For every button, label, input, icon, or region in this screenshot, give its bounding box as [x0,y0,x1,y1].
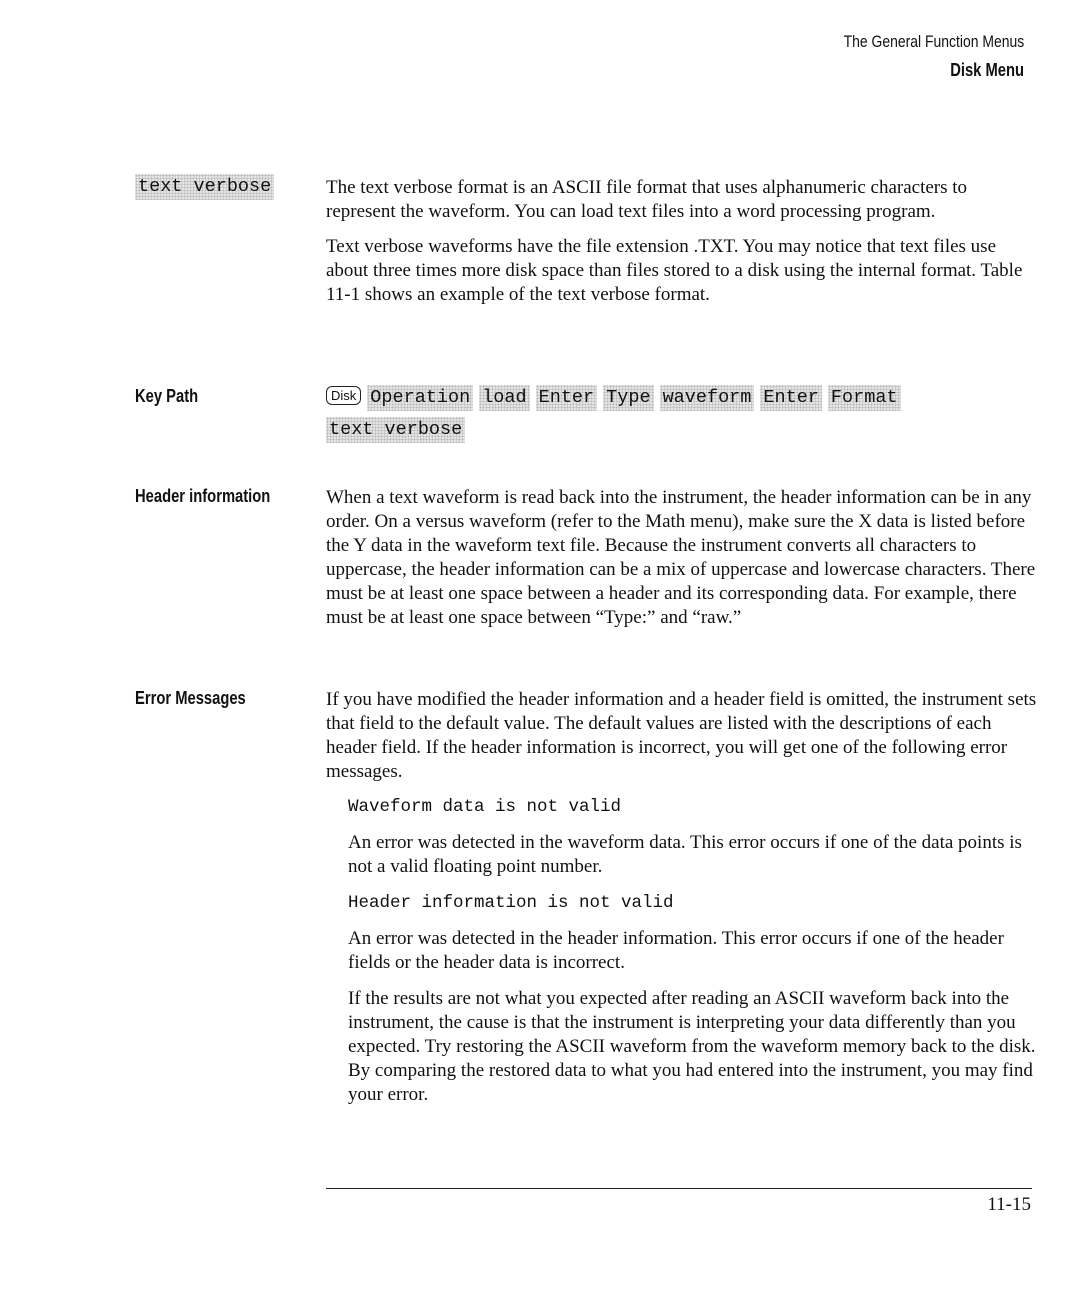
error-messages-label: Error Messages [135,688,246,708]
page-number: 11-15 [987,1194,1031,1215]
softkey-text-verbose: text verbose [326,417,465,443]
softkey-text-verbose: text verbose [135,174,274,200]
error-messages-para: If you have modified the header information and a header field is omitted, the instrument sets that field to the default value. The default values are listed with the descriptions of each header field. If the header information is incorrect, you will get one of the following error messages. [326,689,1037,782]
error-messages-list [348,795,1038,1107]
footer-rule [326,1188,1032,1189]
error-message-2-description: An error was detected in the header information. This error occurs if one of the header fields or the header data is incorrect. [348,928,1004,973]
hardkey-disk: Disk [326,386,361,405]
error-message-1-description: An error was detected in the waveform data. This error occurs if one of the data points is not a valid floating point number. [348,832,1022,877]
text-verbose-description [326,176,1038,307]
text-verbose-softkey-label [135,174,280,200]
softkey-type: Type [603,385,653,411]
header-information-para: When a text waveform is read back into the instrument, the header information can be in any order. On a versus waveform (refer to the Math menu), make sure the X data is listed before the Y data in the waveform text file. Because the instrument converts all characters to uppercase, the header information can be a mix of uppercase and lowercase characters. There must be at least one space between a header and its corresponding data. For example, there must be at least one space between “Type:” and “raw.” [326,487,1036,628]
running-header-menu: Disk Menu [950,60,1024,80]
error-message-2: Header information is not valid [348,893,674,913]
softkey-waveform: waveform [660,385,755,411]
softkey-format: Format [828,385,901,411]
error-messages-closing: If the results are not what you expected after reading an ASCII waveform back into the instrument, the cause is that the instrument is interpreting your data differently than you expected. Try restoring the ASCII waveform from the waveform memory back to the disk. By comparing the restored data to what you had entered into the instrument, you may find your error. [348,988,1036,1105]
text-verbose-para-2: Text verbose waveforms have the file extension .TXT. You may notice that text files use about three times more disk space than files stored to a disk using the internal format. Table 11-1 shows an example of the text verbose format. [326,236,1023,305]
text-verbose-para-1: The text verbose format is an ASCII file format that uses alphanumeric characters to represent the waveform. You can load text files into a word processing program. [326,177,968,222]
running-header-section: The General Function Menus [843,32,1024,51]
softkey-enter: Enter [536,385,598,411]
key-path-label: Key Path [135,386,199,406]
header-information-label: Header information [135,486,271,506]
softkey-enter: Enter [760,385,822,411]
softkey-load: load [479,385,529,411]
key-path-sequence [326,382,1026,446]
softkey-operation: Operation [367,385,473,411]
header-information-body [326,486,1038,630]
error-message-1: Waveform data is not valid [348,797,622,817]
error-messages-body [326,688,1038,784]
